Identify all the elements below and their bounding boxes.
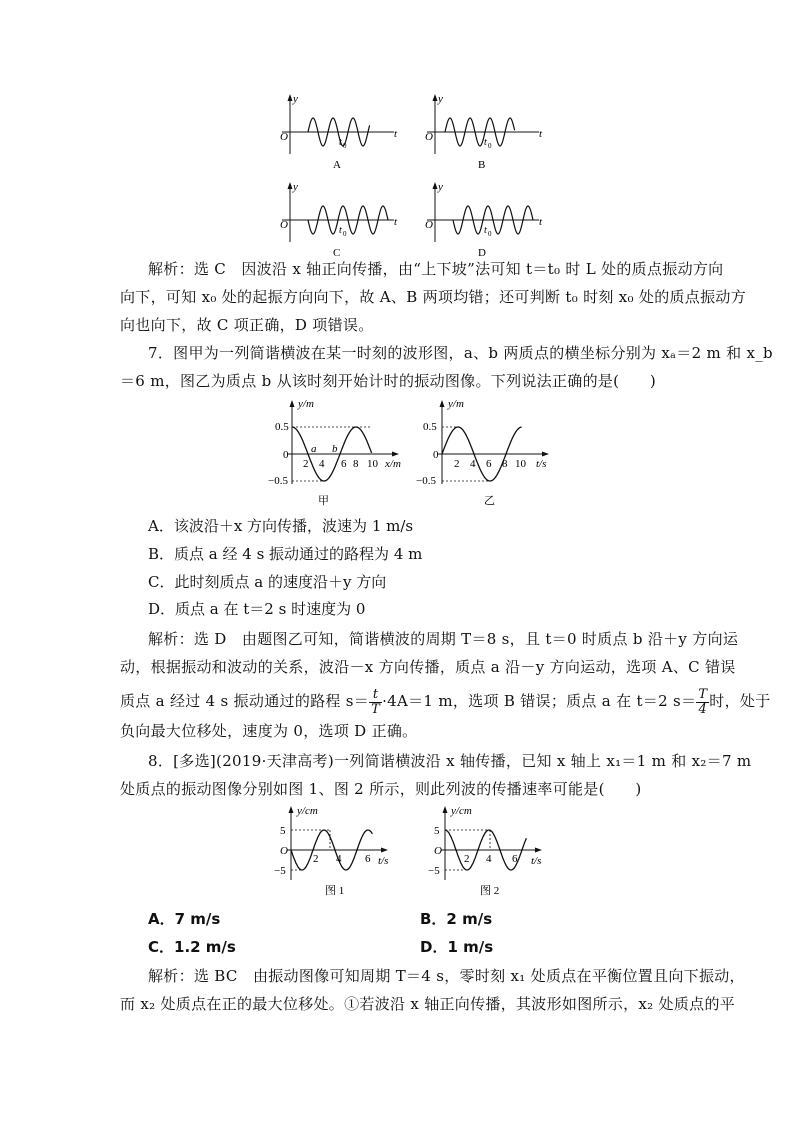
fraction-t-over-T: $\frac{t}{T}$ <box>371 686 381 717</box>
origin-label: O <box>425 219 433 231</box>
jia-zero: 0 <box>283 449 289 461</box>
yi-ybottom: −0.5 <box>416 475 436 487</box>
fig2-tick-6: 6 <box>512 853 518 865</box>
y-axis-arrow <box>433 182 438 189</box>
t0-subscript: 0 <box>343 142 347 150</box>
origin-label: O <box>280 131 288 143</box>
graph-label: A <box>333 159 341 171</box>
analysis2-line3 <box>120 684 771 718</box>
graph-label: C <box>333 247 341 259</box>
fig-2 <box>428 805 542 897</box>
fig1-ylabel: y/cm <box>297 805 318 817</box>
origin-label: O <box>280 219 288 231</box>
q7-option-c[interactable]: C．此时刻质点 a 的速度沿＋y 方向 <box>148 573 387 591</box>
q8-option-b[interactable]: B．2 m/s <box>420 910 493 928</box>
analysis1-line1: 解析：选 C 因波沿 x 轴正向传播，由“上下坡”法可知 t＝t₀ 时 L 处的质点振动方向 <box>148 260 724 278</box>
fig2-ylabel: y/cm <box>451 805 472 817</box>
yi-tick-4: 4 <box>470 458 476 470</box>
analysis1-line3: 向也向下，故 C 项正确，D 项错误。 <box>120 316 374 334</box>
analysis2-line1: 解析：选 D 由题图乙可知，简谐横波的周期 T＝8 s，且 t＝0 时质点 b 沿＋y 方向运 <box>148 630 739 648</box>
y-label: y <box>438 93 443 105</box>
jia-ylabel: y/m <box>298 398 314 410</box>
t-label: t <box>539 216 543 228</box>
graph-b <box>425 93 543 171</box>
yi-xlabel: t/s <box>536 458 547 470</box>
analysis2-line2: 动，根据振动和波动的关系，波沿－x 方向传播，质点 a 沿－y 方向运动，选项 A、C 错误 <box>120 658 736 676</box>
t0-label: t <box>484 137 487 148</box>
fig2-ybottom: −5 <box>428 865 440 877</box>
fig2-caption: 图 2 <box>480 885 500 897</box>
jia-caption: 甲 <box>318 495 329 507</box>
fig1-tick-4: 4 <box>336 853 342 865</box>
yi-ylabel: y/m <box>448 398 464 410</box>
yi-tick-10: 10 <box>515 458 526 470</box>
t0-subscript: 0 <box>343 230 347 238</box>
yi-ytop: 0.5 <box>423 421 437 433</box>
t0-label: t <box>339 137 342 148</box>
q8-line2: 处质点的振动图像分别如图 1、图 2 所示，则此列波的传播速率可能是( ) <box>120 780 642 798</box>
fig-yi <box>416 398 549 507</box>
fig1-xlabel: t/s <box>378 855 389 867</box>
graph-d <box>425 181 543 259</box>
graph-c <box>280 181 398 259</box>
fig1-origin: O <box>280 845 288 857</box>
jia-ybottom: −0.5 <box>268 475 288 487</box>
fig1-ybottom: −5 <box>274 865 286 877</box>
y-axis-arrow <box>288 94 293 101</box>
jia-tick-2: 2 <box>303 458 309 470</box>
fig2-tick-4: 4 <box>486 853 492 865</box>
fig2-xlabel: t/s <box>531 855 542 867</box>
q8-figures <box>0 802 794 902</box>
yi-tick-2: 2 <box>454 458 460 470</box>
q7-line1: 7．图甲为一列简谐横波在某一时刻的波形图，a、b 两质点的横坐标分别为 xₐ＝2 m 和 x_b <box>148 344 773 362</box>
fig-1 <box>274 805 388 897</box>
analysis2-line3-pre: 质点 a 经过 4 s 振动通过的路程 s＝ <box>120 692 370 710</box>
jia-point-a: a <box>311 443 317 455</box>
fig1-tick-2: 2 <box>313 853 319 865</box>
y-axis-arrow <box>433 94 438 101</box>
yi-tick-8: 8 <box>502 458 508 470</box>
analysis2-line4: 负向最大位移处，速度为 0，选项 D 正确。 <box>120 722 418 740</box>
jia-tick-4: 4 <box>319 458 325 470</box>
jia-point-b: b <box>332 443 338 455</box>
q7-figures <box>0 392 794 512</box>
y-label: y <box>293 181 298 193</box>
yi-zero: 0 <box>433 449 439 461</box>
fig2-ytop: 5 <box>434 825 440 837</box>
q7-line2: ＝6 m，图乙为质点 b 从该时刻开始计时的振动图像。下列说法正确的是( ) <box>120 372 657 390</box>
analysis2-line3-mid: ·4A＝1 m，选项 B 错误；质点 a 在 t＝2 s＝ <box>382 692 697 710</box>
jia-tick-10: 10 <box>367 458 378 470</box>
fig2-tick-2: 2 <box>464 853 470 865</box>
analysis1-line2: 向下，可知 x₀ 处的起振方向向下，故 A、B 两项均错；还可判断 t₀ 时刻 x₀ 处的质点振动方 <box>120 288 746 306</box>
fig1-caption: 图 1 <box>325 885 345 897</box>
jia-ytop: 0.5 <box>275 421 289 433</box>
analysis3-line1: 解析：选 BC 由振动图像可知周期 T＝4 s，零时刻 x₁ 处质点在平衡位置且向下振动， <box>148 967 745 985</box>
jia-tick-6: 6 <box>341 458 347 470</box>
t0-subscript: 0 <box>488 230 492 238</box>
fig1-tick-6: 6 <box>365 853 371 865</box>
q8-option-d[interactable]: D．1 m/s <box>420 938 494 956</box>
q8-option-c[interactable]: C．1.2 m/s <box>148 938 236 956</box>
y-axis-arrow <box>288 182 293 189</box>
t0-subscript: 0 <box>488 142 492 150</box>
analysis2-line3-post: 时，处于 <box>709 692 771 710</box>
t-label: t <box>539 128 543 140</box>
jia-xlabel: x/m <box>385 458 401 470</box>
jia-tick-8: 8 <box>353 458 359 470</box>
q8-line1: 8．[多选](2019·天津高考)一列简谐横波沿 x 轴传播，已知 x 轴上 x₁＝1 m 和 x₂＝7 m <box>148 752 752 770</box>
top-graphs-figure <box>0 90 794 350</box>
q7-option-d[interactable]: D．质点 a 在 t＝2 s 时速度为 0 <box>148 600 366 618</box>
graph-label: D <box>478 247 486 259</box>
t-label: t <box>394 216 398 228</box>
fig2-origin: O <box>434 845 442 857</box>
q7-option-b[interactable]: B．质点 a 经 4 s 振动通过的路程为 4 m <box>148 545 423 563</box>
origin-label: O <box>425 131 433 143</box>
fraction-T-over-4: $\frac{T}{4}$ <box>698 686 708 717</box>
t0-label: t <box>339 225 342 236</box>
fig-jia <box>268 398 401 507</box>
t0-label: t <box>484 225 487 236</box>
yi-tick-6: 6 <box>486 458 492 470</box>
y-label: y <box>293 93 298 105</box>
fig1-ytop: 5 <box>280 825 286 837</box>
y-label: y <box>438 181 443 193</box>
yi-caption: 乙 <box>484 495 495 507</box>
t-label: t <box>394 128 398 140</box>
graph-label: B <box>478 159 486 171</box>
q8-option-a[interactable]: A．7 m/s <box>148 910 221 928</box>
q7-option-a[interactable]: A．该波沿＋x 方向传播，波速为 1 m/s <box>148 517 414 535</box>
analysis3-line2: 而 x₂ 处质点在正的最大位移处。①若波沿 x 轴正向传播，其波形如图所示，x₂ 处质点的平 <box>120 995 736 1013</box>
graph-a <box>280 93 398 171</box>
